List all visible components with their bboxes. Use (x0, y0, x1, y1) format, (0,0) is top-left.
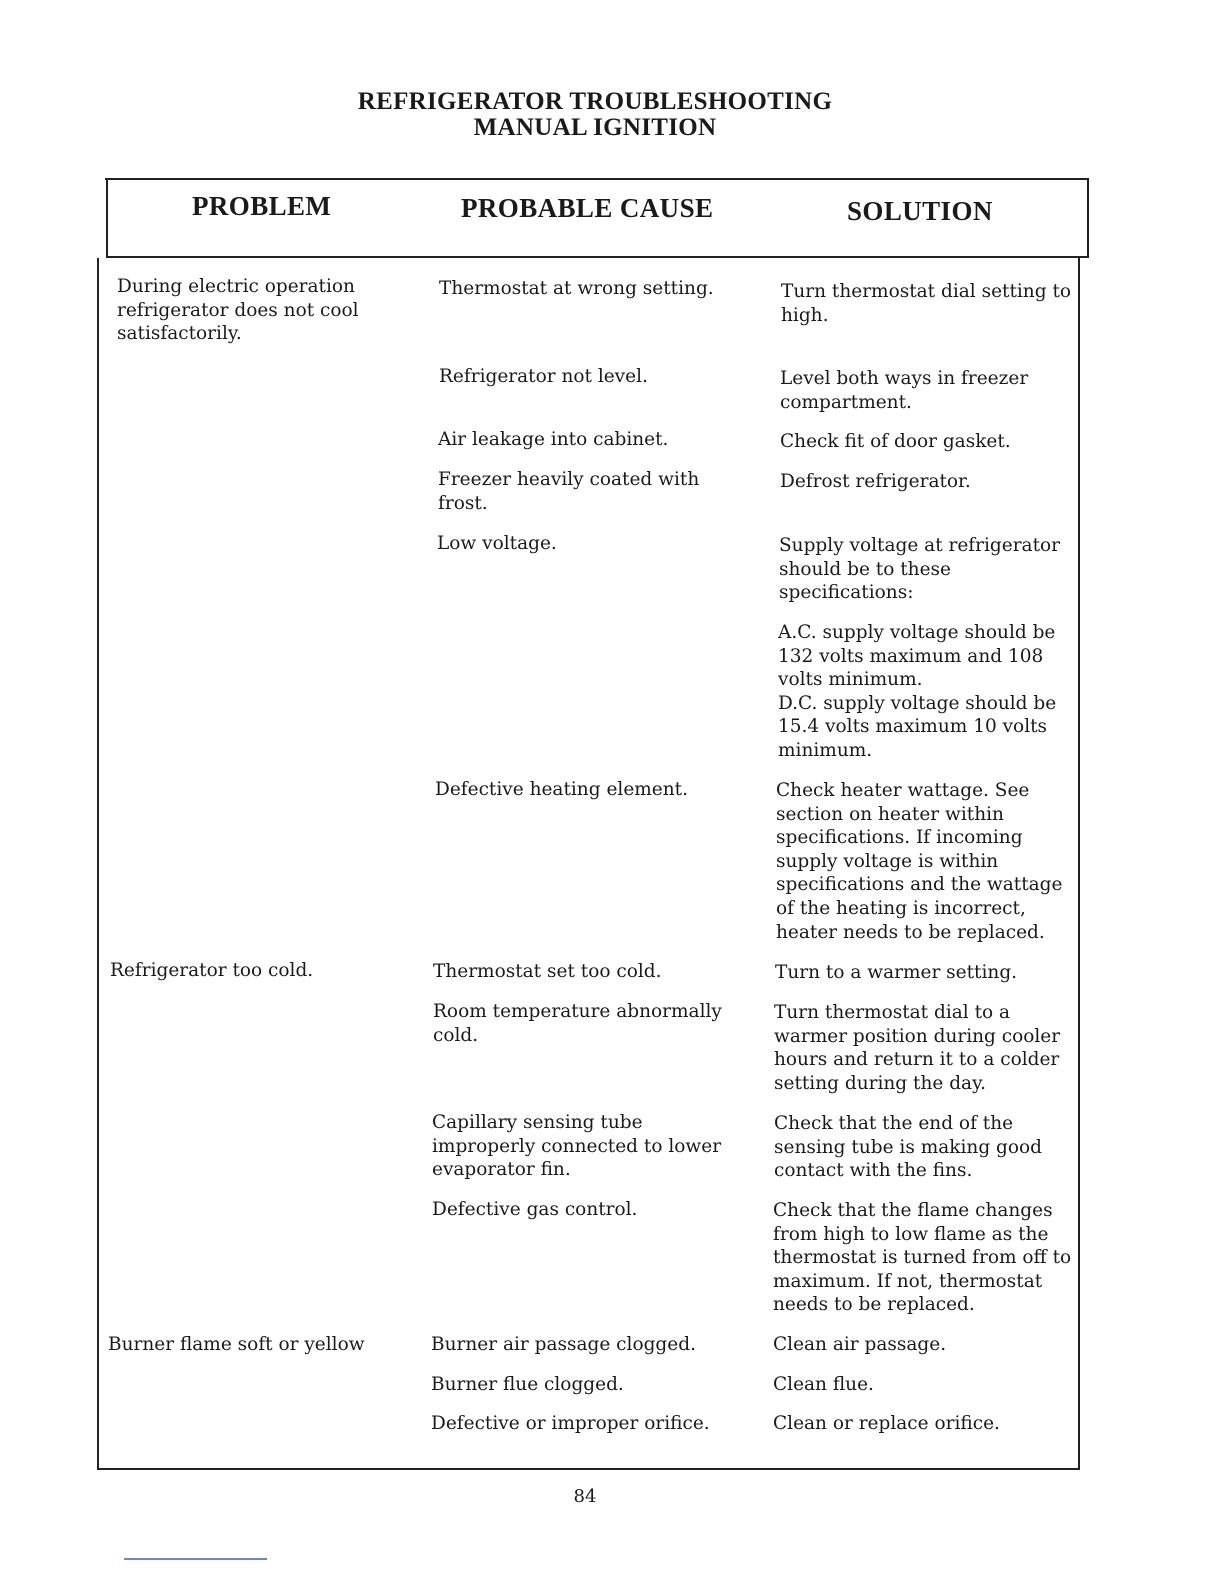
problem-cell: Refrigerator too cold. (110, 960, 314, 981)
cause-cell: Burner flue clogged. (431, 1374, 624, 1395)
table-top-border (105, 178, 1089, 180)
solution-cell: A.C. supply voltage should be 132 volts maximum and 108 volts minimum. D.C. supply voltage should be 15.4 volts maximum 10 volts minimum. (778, 622, 1057, 761)
cause-cell: Capillary sensing tube improperly connected to lower evaporator fin. (432, 1112, 722, 1181)
table-left-border-lower (97, 258, 99, 1468)
header-problem: PROBLEM (192, 191, 332, 221)
solution-cell: Check fit of door gasket. (780, 431, 1011, 452)
solution-cell: Defrost refrigerator. (780, 471, 971, 492)
cause-cell: Low voltage. (437, 533, 557, 554)
cause-cell: Refrigerator not level. (439, 366, 648, 387)
header-probable-cause: PROBABLE CAUSE (461, 193, 714, 223)
solution-cell: Turn thermostat dial setting to high. (781, 281, 1072, 326)
header-bottom-border (107, 256, 1089, 258)
cause-cell: Thermostat at wrong setting. (439, 278, 714, 299)
solution-cell: Turn thermostat dial to a warmer position during cooler hours and return it to a colder setting during the day. (774, 1002, 1061, 1094)
page-subtitle: MANUAL IGNITION (473, 114, 717, 141)
solution-cell: Level both ways in freezer compartment. (780, 368, 1029, 413)
solution-cell: Clean flue. (773, 1374, 874, 1395)
cause-cell: Room temperature abnormally cold. (433, 1001, 722, 1046)
table-bottom-border (97, 1468, 1079, 1470)
solution-cell: Supply voltage at refrigerator should be to these specifications: (779, 535, 1060, 604)
page-number: 84 (573, 1486, 597, 1507)
page-title: REFRIGERATOR TROUBLESHOOTING (357, 88, 833, 115)
solution-cell: Check heater wattage. See section on heater within specifications. If incoming supply voltage is within specifications and the wattage of the heating is incorrect, heater needs to be replaced. (776, 780, 1063, 943)
solution-cell: Clean or replace orifice. (773, 1413, 1000, 1434)
solution-cell: Check that the end of the sensing tube is making good contact with the fins. (774, 1113, 1043, 1182)
cause-cell: Defective or improper orifice. (431, 1413, 710, 1434)
cause-cell: Air leakage into cabinet. (438, 429, 669, 450)
cause-cell: Burner air passage clogged. (431, 1334, 696, 1355)
solution-cell: Clean air passage. (773, 1334, 947, 1355)
solution-cell: Turn to a warmer setting. (775, 962, 1018, 983)
cause-cell: Defective heating element. (435, 779, 688, 800)
cause-cell: Thermostat set too cold. (433, 961, 662, 982)
cause-cell: Freezer heavily coated with frost. (438, 469, 700, 514)
cause-cell: Defective gas control. (432, 1199, 638, 1220)
table-left-border (106, 178, 108, 258)
table-right-border (1087, 178, 1089, 258)
scan-mark (124, 1558, 267, 1560)
header-solution: SOLUTION (847, 196, 993, 226)
problem-cell: During electric operation refrigerator does not cool satisfactorily. (117, 276, 359, 345)
solution-cell: Check that the flame changes from high to low flame as the thermostat is turned from off to maximum. If not, thermostat needs to be replaced. (773, 1200, 1072, 1316)
problem-cell: Burner flame soft or yellow (108, 1334, 365, 1355)
